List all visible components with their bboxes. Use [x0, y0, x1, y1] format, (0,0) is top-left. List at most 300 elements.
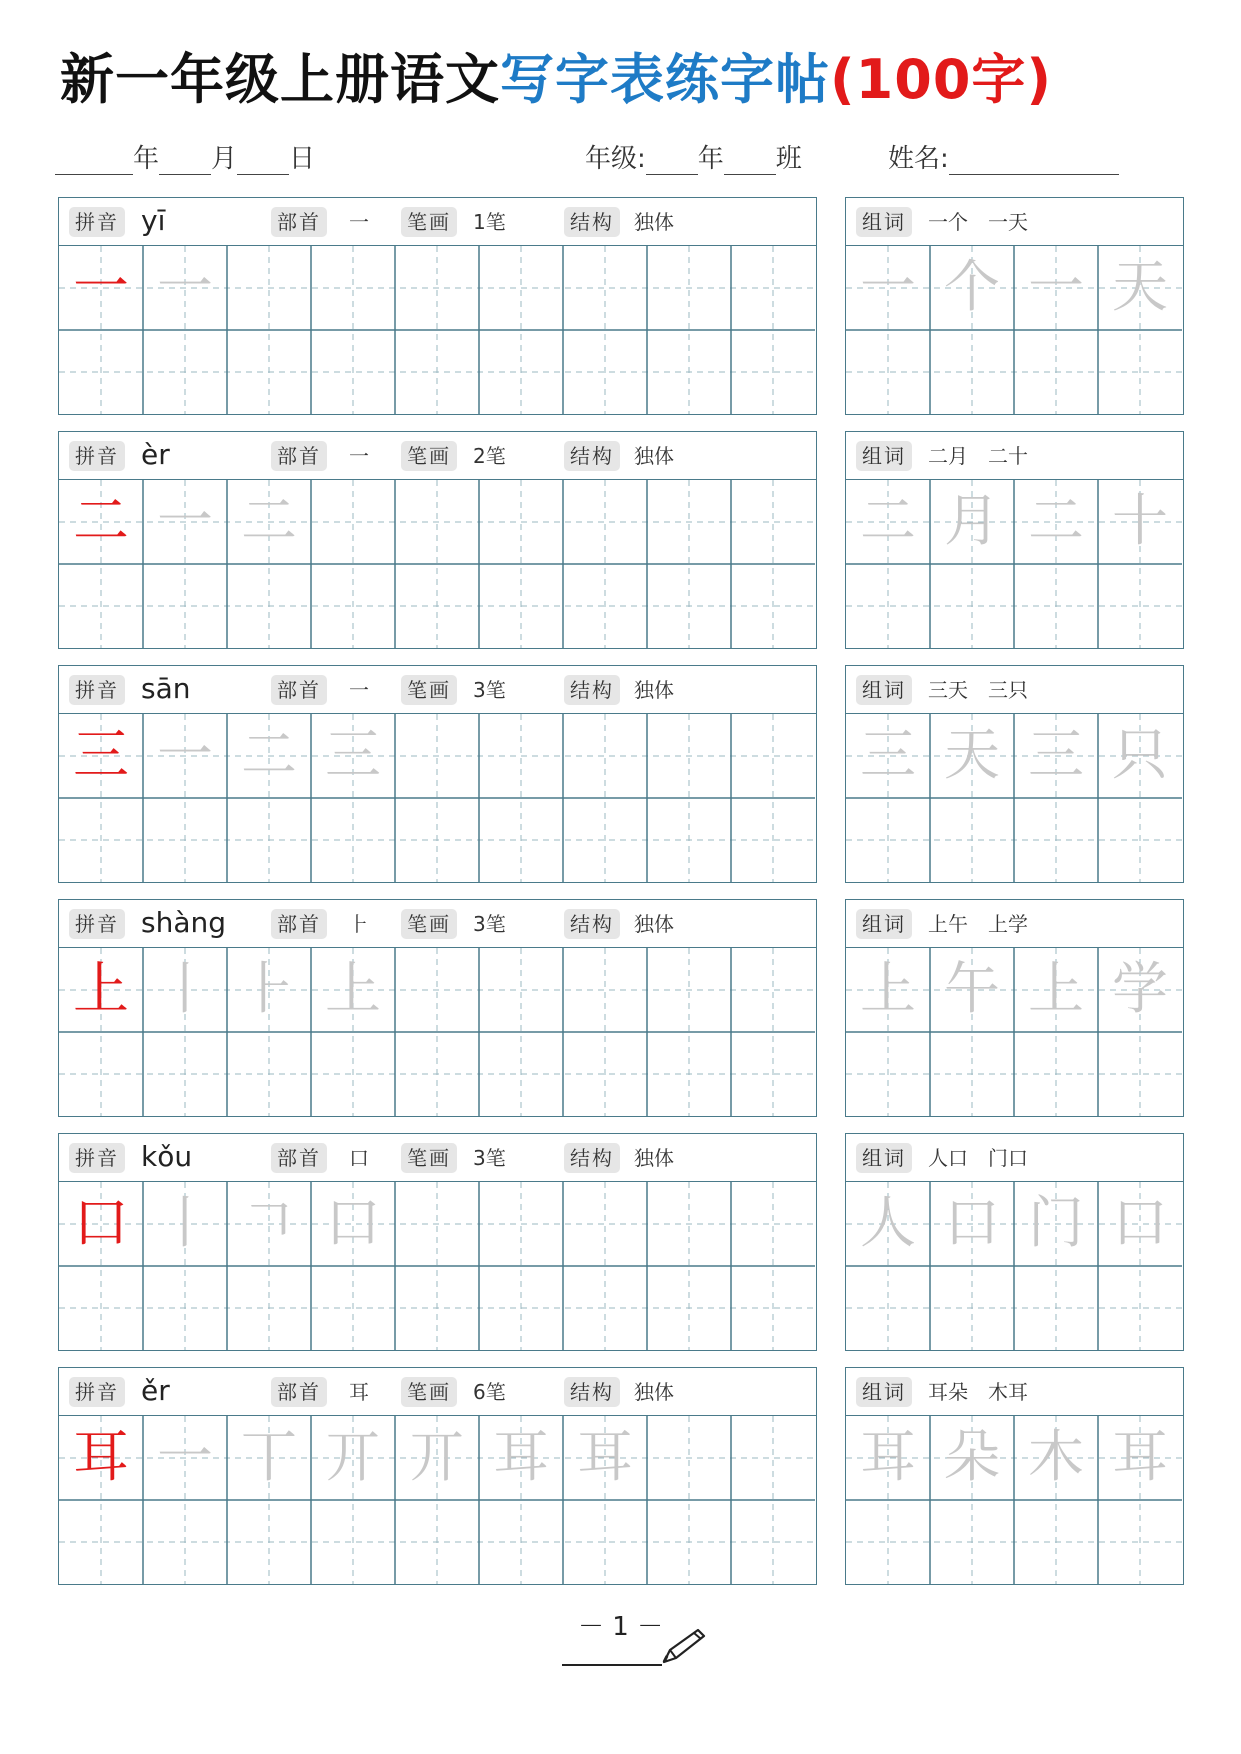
radical-tag: 部首 — [271, 1377, 327, 1407]
strokes-tag: 笔画 — [401, 1377, 457, 1407]
grade-fields — [585, 138, 802, 175]
words-value: 人口 门口 — [928, 1146, 1028, 1170]
word-practice-cell[interactable] — [1098, 1416, 1182, 1500]
stroke-order-trace: 丅 — [241, 1425, 297, 1490]
practice-cell[interactable] — [59, 714, 143, 798]
word-trace-character: 木 — [1028, 1425, 1084, 1490]
practice-cell[interactable] — [479, 948, 563, 1032]
practice-cell[interactable] — [479, 564, 563, 648]
practice-cell[interactable] — [647, 798, 731, 882]
practice-cell[interactable] — [227, 1416, 311, 1500]
word-trace-character: 学 — [1112, 957, 1168, 1022]
practice-cell[interactable] — [59, 564, 143, 648]
word-practice-cell[interactable] — [1098, 1500, 1182, 1584]
model-character: 口 — [73, 1191, 129, 1256]
model-character: 耳 — [73, 1425, 129, 1490]
word-trace-character: 口 — [944, 1191, 1000, 1256]
word-practice-cell[interactable] — [846, 564, 930, 648]
practice-cell[interactable] — [311, 330, 395, 414]
word-practice-cell[interactable] — [930, 948, 1014, 1032]
radical-tag: 部首 — [271, 909, 327, 939]
radical-value: ⺊ — [349, 912, 369, 936]
word-practice-cell[interactable] — [846, 246, 930, 330]
day-label: 日 — [289, 144, 316, 174]
practice-cell[interactable] — [227, 480, 311, 564]
word-card — [845, 665, 1184, 883]
practice-cell[interactable] — [143, 1266, 227, 1350]
word-practice-cell[interactable] — [1098, 798, 1182, 882]
word-practice-cell[interactable] — [1098, 714, 1182, 798]
radical-value: 口 — [349, 1146, 369, 1170]
practice-cell[interactable] — [311, 798, 395, 882]
practice-cell[interactable] — [563, 564, 647, 648]
practice-cell[interactable] — [311, 564, 395, 648]
structure-tag: 结构 — [564, 441, 620, 471]
year-label: 年 — [133, 144, 160, 174]
practice-cell[interactable] — [731, 246, 815, 330]
stroke-order-trace: 二 — [241, 489, 297, 554]
char-grid — [59, 1182, 815, 1350]
radical-value: 一 — [349, 444, 369, 468]
practice-cell[interactable] — [395, 1266, 479, 1350]
structure-tag: 结构 — [564, 1377, 620, 1407]
model-character: 三 — [73, 723, 129, 788]
practice-cell[interactable] — [479, 246, 563, 330]
word-grid — [846, 246, 1182, 414]
stroke-order-trace: 三 — [325, 723, 381, 788]
practice-cell[interactable] — [647, 1266, 731, 1350]
practice-cell[interactable] — [479, 798, 563, 882]
structure-value: 独体 — [634, 1380, 674, 1404]
word-practice-cell[interactable] — [846, 330, 930, 414]
date-fields — [55, 138, 315, 175]
stroke-order-trace: 丨 — [157, 1191, 213, 1256]
practice-cell[interactable] — [647, 480, 731, 564]
word-trace-character: 天 — [944, 723, 1000, 788]
word-trace-character: 耳 — [860, 1425, 916, 1490]
word-trace-character: 只 — [1112, 723, 1168, 788]
word-practice-cell[interactable] — [1014, 798, 1098, 882]
word-practice-cell[interactable] — [1014, 564, 1098, 648]
month-blank[interactable] — [159, 150, 211, 175]
practice-cell[interactable] — [731, 1182, 815, 1266]
practice-cell[interactable] — [311, 246, 395, 330]
word-trace-character: 二 — [1028, 489, 1084, 554]
practice-cell[interactable] — [143, 480, 227, 564]
word-grid — [846, 480, 1182, 648]
word-trace-character: 耳 — [1112, 1425, 1168, 1490]
structure-value: 独体 — [634, 210, 674, 234]
practice-cell[interactable] — [395, 948, 479, 1032]
page-underline — [562, 1664, 662, 1666]
practice-cell[interactable] — [563, 480, 647, 564]
practice-cell[interactable] — [143, 1032, 227, 1116]
practice-cell[interactable] — [563, 330, 647, 414]
word-grid — [846, 948, 1182, 1116]
day-blank[interactable] — [237, 150, 289, 175]
stroke-order-trace: 𠃍 — [241, 1191, 297, 1256]
pinyin-tag: 拼音 — [69, 675, 125, 705]
pen-icon — [660, 1626, 708, 1666]
word-card — [845, 1367, 1184, 1585]
word-trace-character: 午 — [944, 957, 1000, 1022]
word-practice-cell[interactable] — [1014, 714, 1098, 798]
practice-cell[interactable] — [479, 714, 563, 798]
practice-cell[interactable] — [59, 1416, 143, 1500]
practice-cell[interactable] — [143, 564, 227, 648]
practice-cell[interactable] — [395, 714, 479, 798]
practice-cell[interactable] — [395, 1032, 479, 1116]
practice-cell[interactable] — [731, 1032, 815, 1116]
word-grid — [846, 1182, 1182, 1350]
radical-tag: 部首 — [271, 441, 327, 471]
word-info-bar — [846, 1368, 1183, 1416]
title-part-count: (100字) — [830, 48, 1053, 111]
word-practice-cell[interactable] — [930, 1266, 1014, 1350]
radical-tag: 部首 — [271, 207, 327, 237]
practice-cell[interactable] — [479, 1266, 563, 1350]
strokes-tag: 笔画 — [401, 207, 457, 237]
practice-cell[interactable] — [647, 246, 731, 330]
words-tag: 组词 — [856, 675, 912, 705]
practice-cell[interactable] — [731, 948, 815, 1032]
practice-cell[interactable] — [563, 798, 647, 882]
strokes-value: 3笔 — [473, 912, 506, 936]
practice-cell[interactable] — [143, 330, 227, 414]
words-tag: 组词 — [856, 1143, 912, 1173]
word-practice-cell[interactable] — [1098, 330, 1182, 414]
word-practice-cell[interactable] — [930, 1500, 1014, 1584]
strokes-value: 2笔 — [473, 444, 506, 468]
pinyin-tag: 拼音 — [69, 441, 125, 471]
grade-year-blank[interactable] — [646, 150, 698, 175]
practice-cell[interactable] — [563, 1182, 647, 1266]
strokes-tag: 笔画 — [401, 909, 457, 939]
practice-cell[interactable] — [563, 1266, 647, 1350]
stroke-order-trace: 丌 — [325, 1425, 381, 1490]
stroke-order-trace: 丨 — [157, 957, 213, 1022]
practice-cell[interactable] — [395, 246, 479, 330]
practice-cell[interactable] — [647, 330, 731, 414]
title-part-main: 新一年级上册语文 — [60, 48, 500, 111]
word-practice-cell[interactable] — [1014, 246, 1098, 330]
word-practice-cell[interactable] — [1098, 1182, 1182, 1266]
word-practice-cell[interactable] — [1014, 948, 1098, 1032]
practice-cell[interactable] — [227, 1032, 311, 1116]
char-info-bar — [59, 1134, 816, 1182]
word-practice-cell[interactable] — [846, 1500, 930, 1584]
words-value: 耳朵 木耳 — [928, 1380, 1028, 1404]
practice-cell[interactable] — [479, 1416, 563, 1500]
word-trace-character: 朵 — [944, 1425, 1000, 1490]
practice-cell[interactable] — [143, 798, 227, 882]
pinyin-value: ěr — [141, 1374, 170, 1407]
stroke-order-trace: 一 — [157, 1425, 213, 1490]
word-practice-cell[interactable] — [846, 1182, 930, 1266]
practice-cell[interactable] — [227, 1182, 311, 1266]
practice-cell[interactable] — [227, 948, 311, 1032]
practice-cell[interactable] — [395, 798, 479, 882]
word-grid — [846, 714, 1182, 882]
name-label: 姓名: — [888, 144, 949, 174]
radical-value: 一 — [349, 678, 369, 702]
model-character: 一 — [73, 255, 129, 320]
word-info-bar — [846, 666, 1183, 714]
practice-cell[interactable] — [59, 948, 143, 1032]
practice-cell[interactable] — [563, 246, 647, 330]
practice-cell[interactable] — [647, 1182, 731, 1266]
word-practice-cell[interactable] — [1014, 330, 1098, 414]
word-practice-cell[interactable] — [846, 1266, 930, 1350]
strokes-tag: 笔画 — [401, 675, 457, 705]
practice-cell[interactable] — [59, 1500, 143, 1584]
word-practice-cell[interactable] — [1014, 480, 1098, 564]
practice-cell[interactable] — [731, 714, 815, 798]
structure-value: 独体 — [634, 678, 674, 702]
practice-cell[interactable] — [311, 714, 395, 798]
practice-cell[interactable] — [647, 1416, 731, 1500]
word-info-bar — [846, 900, 1183, 948]
radical-tag: 部首 — [271, 675, 327, 705]
radical-value: 耳 — [349, 1380, 369, 1404]
practice-cell[interactable] — [227, 330, 311, 414]
practice-cell[interactable] — [395, 1500, 479, 1584]
practice-cell[interactable] — [395, 330, 479, 414]
practice-cell[interactable] — [479, 1032, 563, 1116]
words-tag: 组词 — [856, 1377, 912, 1407]
structure-value: 独体 — [634, 444, 674, 468]
practice-cell[interactable] — [311, 480, 395, 564]
pinyin-tag: 拼音 — [69, 909, 125, 939]
strokes-tag: 笔画 — [401, 1143, 457, 1173]
practice-cell[interactable] — [311, 1500, 395, 1584]
word-practice-cell[interactable] — [930, 1032, 1014, 1116]
practice-cell[interactable] — [227, 246, 311, 330]
page-title — [60, 40, 1052, 120]
char-card — [58, 197, 817, 415]
word-practice-cell[interactable] — [846, 714, 930, 798]
practice-cell[interactable] — [563, 1500, 647, 1584]
model-character: 上 — [73, 957, 129, 1022]
structure-value: 独体 — [634, 912, 674, 936]
practice-cell[interactable] — [311, 1182, 395, 1266]
practice-cell[interactable] — [395, 1416, 479, 1500]
practice-cell[interactable] — [395, 1182, 479, 1266]
practice-cell[interactable] — [395, 480, 479, 564]
model-character: 二 — [73, 489, 129, 554]
stroke-order-trace: 耳 — [493, 1425, 549, 1490]
structure-value: 独体 — [634, 1146, 674, 1170]
practice-cell[interactable] — [311, 1266, 395, 1350]
char-grid — [59, 246, 815, 414]
practice-cell[interactable] — [143, 246, 227, 330]
char-grid — [59, 714, 815, 882]
char-grid — [59, 480, 815, 648]
practice-cell[interactable] — [143, 1416, 227, 1500]
class-blank[interactable] — [724, 150, 776, 175]
words-value: 三天 三只 — [928, 678, 1028, 702]
practice-cell[interactable] — [311, 1032, 395, 1116]
char-card — [58, 431, 817, 649]
practice-cell[interactable] — [59, 480, 143, 564]
word-trace-character: 上 — [1028, 957, 1084, 1022]
pinyin-value: èr — [141, 438, 170, 471]
practice-cell[interactable] — [731, 1500, 815, 1584]
pinyin-value: sān — [141, 672, 191, 705]
word-practice-cell[interactable] — [1014, 1500, 1098, 1584]
word-practice-cell[interactable] — [846, 948, 930, 1032]
practice-cell[interactable] — [143, 1182, 227, 1266]
word-practice-cell[interactable] — [1098, 1032, 1182, 1116]
practice-cell[interactable] — [59, 246, 143, 330]
radical-tag: 部首 — [271, 1143, 327, 1173]
char-info-bar — [59, 432, 816, 480]
word-practice-cell[interactable] — [930, 246, 1014, 330]
stroke-order-trace: 二 — [241, 723, 297, 788]
practice-cell[interactable] — [731, 798, 815, 882]
practice-cell[interactable] — [647, 564, 731, 648]
practice-cell[interactable] — [647, 1032, 731, 1116]
strokes-value: 3笔 — [473, 678, 506, 702]
pinyin-tag: 拼音 — [69, 1143, 125, 1173]
practice-cell[interactable] — [647, 1500, 731, 1584]
word-card — [845, 431, 1184, 649]
word-practice-cell[interactable] — [930, 480, 1014, 564]
structure-tag: 结构 — [564, 909, 620, 939]
word-info-bar — [846, 432, 1183, 480]
word-practice-cell[interactable] — [1098, 1266, 1182, 1350]
char-card — [58, 1367, 817, 1585]
word-trace-character: 三 — [1028, 723, 1084, 788]
pinyin-tag: 拼音 — [69, 207, 125, 237]
practice-cell[interactable] — [143, 948, 227, 1032]
practice-cell[interactable] — [59, 1182, 143, 1266]
word-trace-character: 个 — [944, 255, 1000, 320]
word-info-bar — [846, 1134, 1183, 1182]
practice-cell[interactable] — [647, 948, 731, 1032]
practice-cell[interactable] — [227, 1500, 311, 1584]
practice-cell[interactable] — [731, 1416, 815, 1500]
pinyin-value: yī — [141, 204, 166, 237]
word-trace-character: 一 — [1028, 255, 1084, 320]
word-trace-character: 一 — [860, 255, 916, 320]
practice-cell[interactable] — [395, 564, 479, 648]
name-blank[interactable] — [949, 150, 1119, 175]
word-practice-cell[interactable] — [930, 564, 1014, 648]
practice-cell[interactable] — [563, 948, 647, 1032]
stroke-order-trace: 丌 — [409, 1425, 465, 1490]
word-practice-cell[interactable] — [1014, 1266, 1098, 1350]
word-practice-cell[interactable] — [846, 480, 930, 564]
radical-value: 一 — [349, 210, 369, 234]
grade-year-label: 年 — [697, 144, 724, 174]
practice-cell[interactable] — [563, 1032, 647, 1116]
word-practice-cell[interactable] — [930, 714, 1014, 798]
word-trace-character: 门 — [1028, 1191, 1084, 1256]
practice-cell[interactable] — [479, 1182, 563, 1266]
word-practice-cell[interactable] — [1014, 1182, 1098, 1266]
word-card — [845, 197, 1184, 415]
char-info-bar — [59, 666, 816, 714]
words-tag: 组词 — [856, 909, 912, 939]
word-card — [845, 899, 1184, 1117]
word-card — [845, 1133, 1184, 1351]
words-value: 二月 二十 — [928, 444, 1028, 468]
stroke-order-trace: 耳 — [577, 1425, 633, 1490]
words-value: 一个 一天 — [928, 210, 1028, 234]
practice-cell[interactable] — [647, 714, 731, 798]
stroke-order-trace: 一 — [157, 255, 213, 320]
year-blank[interactable] — [55, 150, 133, 175]
practice-cell[interactable] — [227, 798, 311, 882]
practice-cell[interactable] — [479, 330, 563, 414]
strokes-tag: 笔画 — [401, 441, 457, 471]
practice-cell[interactable] — [59, 798, 143, 882]
stroke-order-trace: 口 — [325, 1191, 381, 1256]
word-grid — [846, 1416, 1182, 1584]
words-value: 上午 上学 — [928, 912, 1028, 936]
word-practice-cell[interactable] — [1098, 948, 1182, 1032]
practice-cell[interactable] — [311, 1416, 395, 1500]
word-practice-cell[interactable] — [930, 330, 1014, 414]
stroke-order-trace: 一 — [157, 723, 213, 788]
practice-cell[interactable] — [731, 330, 815, 414]
word-practice-cell[interactable] — [846, 1416, 930, 1500]
pinyin-tag: 拼音 — [69, 1377, 125, 1407]
word-practice-cell[interactable] — [1014, 1416, 1098, 1500]
practice-cell[interactable] — [731, 480, 815, 564]
stroke-order-trace: 一 — [157, 489, 213, 554]
practice-cell[interactable] — [59, 330, 143, 414]
word-practice-cell[interactable] — [930, 1182, 1014, 1266]
char-card — [58, 899, 817, 1117]
practice-cell[interactable] — [563, 1416, 647, 1500]
word-practice-cell[interactable] — [1098, 480, 1182, 564]
char-info-bar — [59, 198, 816, 246]
practice-cell[interactable] — [731, 1266, 815, 1350]
word-trace-character: 天 — [1112, 255, 1168, 320]
pinyin-value: kǒu — [141, 1140, 193, 1173]
practice-cell[interactable] — [59, 1266, 143, 1350]
word-trace-character: 月 — [944, 489, 1000, 554]
stroke-order-trace: 上 — [325, 957, 381, 1022]
word-trace-character: 二 — [860, 489, 916, 554]
practice-cell[interactable] — [227, 1266, 311, 1350]
word-practice-cell[interactable] — [930, 798, 1014, 882]
practice-cell[interactable] — [227, 714, 311, 798]
practice-cell[interactable] — [227, 564, 311, 648]
word-practice-cell[interactable] — [1014, 1032, 1098, 1116]
practice-cell[interactable] — [731, 564, 815, 648]
grade-label: 年级: — [585, 144, 646, 174]
word-trace-character: 十 — [1112, 489, 1168, 554]
word-practice-cell[interactable] — [846, 798, 930, 882]
word-practice-cell[interactable] — [930, 1416, 1014, 1500]
practice-cell[interactable] — [479, 1500, 563, 1584]
word-practice-cell[interactable] — [846, 1032, 930, 1116]
practice-cell[interactable] — [479, 480, 563, 564]
char-info-bar — [59, 1368, 816, 1416]
word-practice-cell[interactable] — [1098, 246, 1182, 330]
practice-cell[interactable] — [143, 714, 227, 798]
practice-cell[interactable] — [563, 714, 647, 798]
practice-cell[interactable] — [311, 948, 395, 1032]
word-practice-cell[interactable] — [1098, 564, 1182, 648]
word-trace-character: 口 — [1112, 1191, 1168, 1256]
practice-cell[interactable] — [59, 1032, 143, 1116]
month-label: 月 — [211, 144, 238, 174]
practice-cell[interactable] — [143, 1500, 227, 1584]
